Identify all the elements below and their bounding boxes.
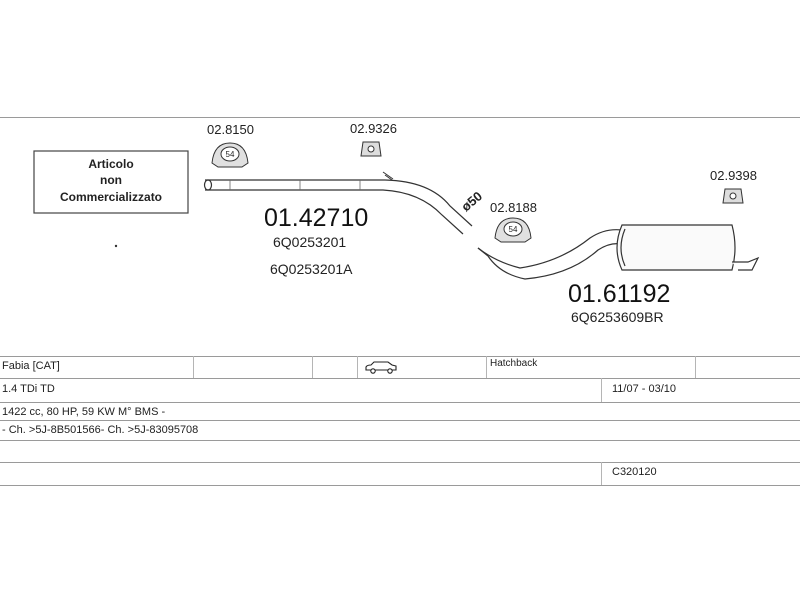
rear-silencer-oem-code: 6Q6253609BR xyxy=(571,309,664,325)
rear-silencer xyxy=(617,225,758,270)
car-side-icon xyxy=(364,360,398,374)
table-divider xyxy=(312,356,313,378)
front-pipe-part-number: 01.42710 xyxy=(264,204,369,232)
vehicle-model: Fabia [CAT] xyxy=(2,360,60,372)
clamp-icon xyxy=(495,218,531,242)
table-divider xyxy=(601,378,602,402)
not-sold-line: non xyxy=(100,173,122,187)
clamp-icon xyxy=(212,143,248,167)
front-pipe-oem-code: 6Q0253201 xyxy=(273,234,347,250)
not-sold-line: Articolo xyxy=(88,157,134,171)
vehicle-specs: 1422 cc, 80 HP, 59 KW M° BMS - xyxy=(2,406,166,418)
dot-marker xyxy=(115,245,117,247)
table-rule xyxy=(0,378,800,379)
table-divider xyxy=(601,462,602,485)
rear-silencer-part-number: 01.61192 xyxy=(568,280,671,308)
diameter-label: ø50 xyxy=(458,188,486,215)
table-rule xyxy=(0,462,800,463)
table-divider xyxy=(486,356,487,378)
vehicle-years: 11/07 - 03/10 xyxy=(612,383,677,395)
table-rule xyxy=(0,356,800,357)
front-pipe-oem-code: 6Q0253201A xyxy=(270,261,353,277)
hanger-icon xyxy=(361,142,381,156)
table-rule xyxy=(0,420,800,421)
fitting-ref: 02.9398 xyxy=(710,168,757,183)
not-sold-line: Commercializzato xyxy=(59,190,163,204)
clamp-badge: 54 xyxy=(508,225,518,234)
hanger-icon xyxy=(723,189,743,203)
table-divider xyxy=(357,356,358,378)
vehicle-body-type: Hatchback xyxy=(490,358,538,369)
catalog-code: C320120 xyxy=(612,466,657,478)
pipe-hatching xyxy=(230,180,360,190)
table-rule xyxy=(0,402,800,403)
table-divider xyxy=(193,356,194,378)
fitting-ref: 02.8188 xyxy=(490,200,537,215)
table-rule xyxy=(0,117,800,118)
vehicle-engine: 1.4 TDi TD xyxy=(2,383,55,395)
table-rule xyxy=(0,440,800,441)
vehicle-chassis: - Ch. >5J-8B501566- Ch. >5J-83095708 xyxy=(2,424,199,436)
table-rule xyxy=(0,485,800,486)
table-divider xyxy=(695,356,696,378)
clamp-badge: 54 xyxy=(225,150,235,159)
fitting-ref: 02.8150 xyxy=(207,122,254,137)
fitting-ref: 02.9326 xyxy=(350,121,397,136)
